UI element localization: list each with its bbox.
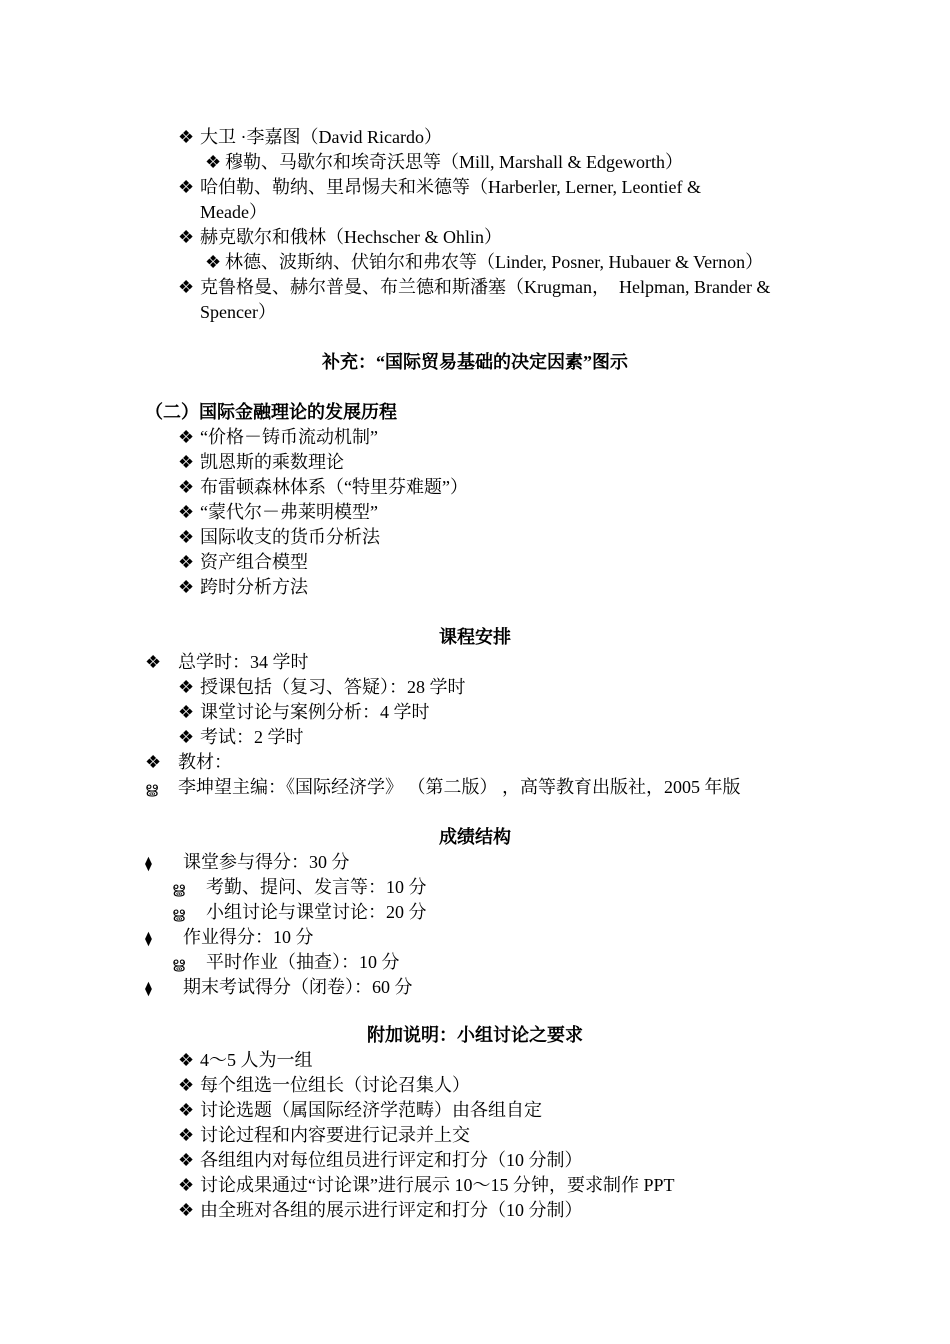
list-item: ❖ 穆勒、马歇尔和埃奇沃思等（Mill, Marshall & Edgeworth） xyxy=(205,152,683,172)
list-item: ❖ 讨论过程和内容要进行记录并上交 xyxy=(178,1125,470,1145)
diamond-bullet-icon: ❖ xyxy=(178,727,195,747)
diamond-bullet-icon: ❖ xyxy=(178,552,195,572)
list-item: ❖ 每个组选一位组长（讨论召集人） xyxy=(178,1075,470,1095)
list-item: ❖ 由全班对各组的展示进行评定和打分（10 分制） xyxy=(178,1200,583,1220)
list-item-continuation: Meade） xyxy=(200,202,267,222)
list-item: ❖ 4～5 人为一组 xyxy=(178,1050,313,1070)
pin-bullet-icon: ⧫ xyxy=(145,857,152,872)
list-item: ❖ 讨论选题（属国际经济学范畴）由各组自定 xyxy=(178,1100,542,1120)
pin-bullet-icon: ⧫ xyxy=(145,982,152,997)
list-item: ൠ 李坤望主编：《国际经济学》 （第二版） ，高等教育出版社，2005 年版 xyxy=(145,775,741,801)
list-item: ❖ 哈伯勒、勒纳、里昂惕夫和米德等（Harberler, Lerner, Leontief & xyxy=(178,177,701,197)
swirl-bullet-icon: ൠ xyxy=(172,906,185,922)
diamond-bullet-icon: ❖ xyxy=(178,177,195,197)
diamond-bullet-icon: ❖ xyxy=(178,1175,195,1195)
diamond-bullet-icon: ❖ xyxy=(205,252,222,272)
list-item: ❖ 凯恩斯的乘数理论 xyxy=(178,452,344,472)
list-item: ❖ 考试：2 学时 xyxy=(178,727,304,747)
list-item: ❖ 国际收支的货币分析法 xyxy=(178,527,380,547)
course-heading: 课程安排 xyxy=(439,627,511,647)
diamond-bullet-icon: ❖ xyxy=(178,277,195,297)
list-item: ❖ 跨时分析方法 xyxy=(178,577,308,597)
list-item: ❖ 讨论成果通过“讨论课”进行展示 10～15 分钟，要求制作 PPT xyxy=(178,1175,675,1195)
section-title: （二）国际金融理论的发展历程 xyxy=(145,402,397,422)
list-item: ❖ 赫克歇尔和俄林（Hechscher & Ohlin） xyxy=(178,227,502,247)
list-item: ❖ 布雷顿森林体系（“特里芬难题”） xyxy=(178,477,468,497)
list-item: ❖ 克鲁格曼、赫尔普曼、布兰德和斯潘塞（Krugman， Helpman, Brander & xyxy=(178,277,771,297)
appendix-heading: 附加说明：小组讨论之要求 xyxy=(367,1025,583,1045)
pin-bullet-icon: ⧫ xyxy=(145,932,152,947)
list-item: ❖ 授课包括（复习、答疑）：28 学时 xyxy=(178,677,466,697)
list-item: ⧫ 课堂参与得分：30 分 xyxy=(145,850,350,877)
diamond-bullet-icon: ❖ xyxy=(178,577,195,597)
diamond-bullet-icon: ❖ xyxy=(178,1150,195,1170)
list-item: ❖ “蒙代尔－弗莱明模型” xyxy=(178,502,378,522)
diamond-bullet-icon: ❖ xyxy=(178,702,195,722)
diamond-bullet-icon: ❖ xyxy=(145,652,162,672)
diamond-bullet-icon: ❖ xyxy=(178,452,195,472)
diamond-bullet-icon: ❖ xyxy=(178,502,195,522)
diamond-bullet-icon: ❖ xyxy=(178,477,195,497)
list-item: ⧫ 作业得分：10 分 xyxy=(145,925,314,952)
list-item: ❖ 林德、波斯纳、伏铂尔和弗农等（Linder, Posner, Hubauer & Vernon） xyxy=(205,252,764,272)
list-item: ൠ 考勤、提问、发言等：10 分 xyxy=(172,875,427,901)
list-item: ൠ 小组讨论与课堂讨论：20 分 xyxy=(172,900,427,926)
diamond-bullet-icon: ❖ xyxy=(178,1075,195,1095)
diamond-bullet-icon: ❖ xyxy=(178,127,195,147)
diamond-bullet-icon: ❖ xyxy=(178,1050,195,1070)
swirl-bullet-icon: ൠ xyxy=(172,956,185,972)
diamond-bullet-icon: ❖ xyxy=(145,752,162,772)
diamond-bullet-icon: ❖ xyxy=(178,227,195,247)
list-item: ൠ 平时作业（抽查）：10 分 xyxy=(172,950,400,976)
grades-heading: 成绩结构 xyxy=(439,827,511,847)
diamond-bullet-icon: ❖ xyxy=(178,527,195,547)
swirl-bullet-icon: ൠ xyxy=(145,781,158,797)
list-item: ⧫ 期末考试得分（闭卷）：60 分 xyxy=(145,975,413,1002)
list-item: ❖ 课堂讨论与案例分析：4 学时 xyxy=(178,702,430,722)
list-item: ❖ 各组组内对每位组员进行评定和打分（10 分制） xyxy=(178,1150,583,1170)
list-item: ❖ “价格－铸币流动机制” xyxy=(178,427,378,447)
list-item: ❖ 教材： xyxy=(145,752,232,772)
list-item: ❖ 总学时：34 学时 xyxy=(145,652,309,672)
diamond-bullet-icon: ❖ xyxy=(178,1200,195,1220)
diamond-bullet-icon: ❖ xyxy=(205,152,222,172)
diamond-bullet-icon: ❖ xyxy=(178,1100,195,1120)
diamond-bullet-icon: ❖ xyxy=(178,427,195,447)
diamond-bullet-icon: ❖ xyxy=(178,677,195,697)
diamond-bullet-icon: ❖ xyxy=(178,1125,195,1145)
list-item: ❖ 资产组合模型 xyxy=(178,552,308,572)
list-item-continuation: Spencer） xyxy=(200,302,276,322)
list-item: ❖ 大卫 ·李嘉图（David Ricardo） xyxy=(178,127,442,147)
supplement-heading: 补充：“国际贸易基础的决定因素”图示 xyxy=(322,352,628,372)
swirl-bullet-icon: ൠ xyxy=(172,881,185,897)
